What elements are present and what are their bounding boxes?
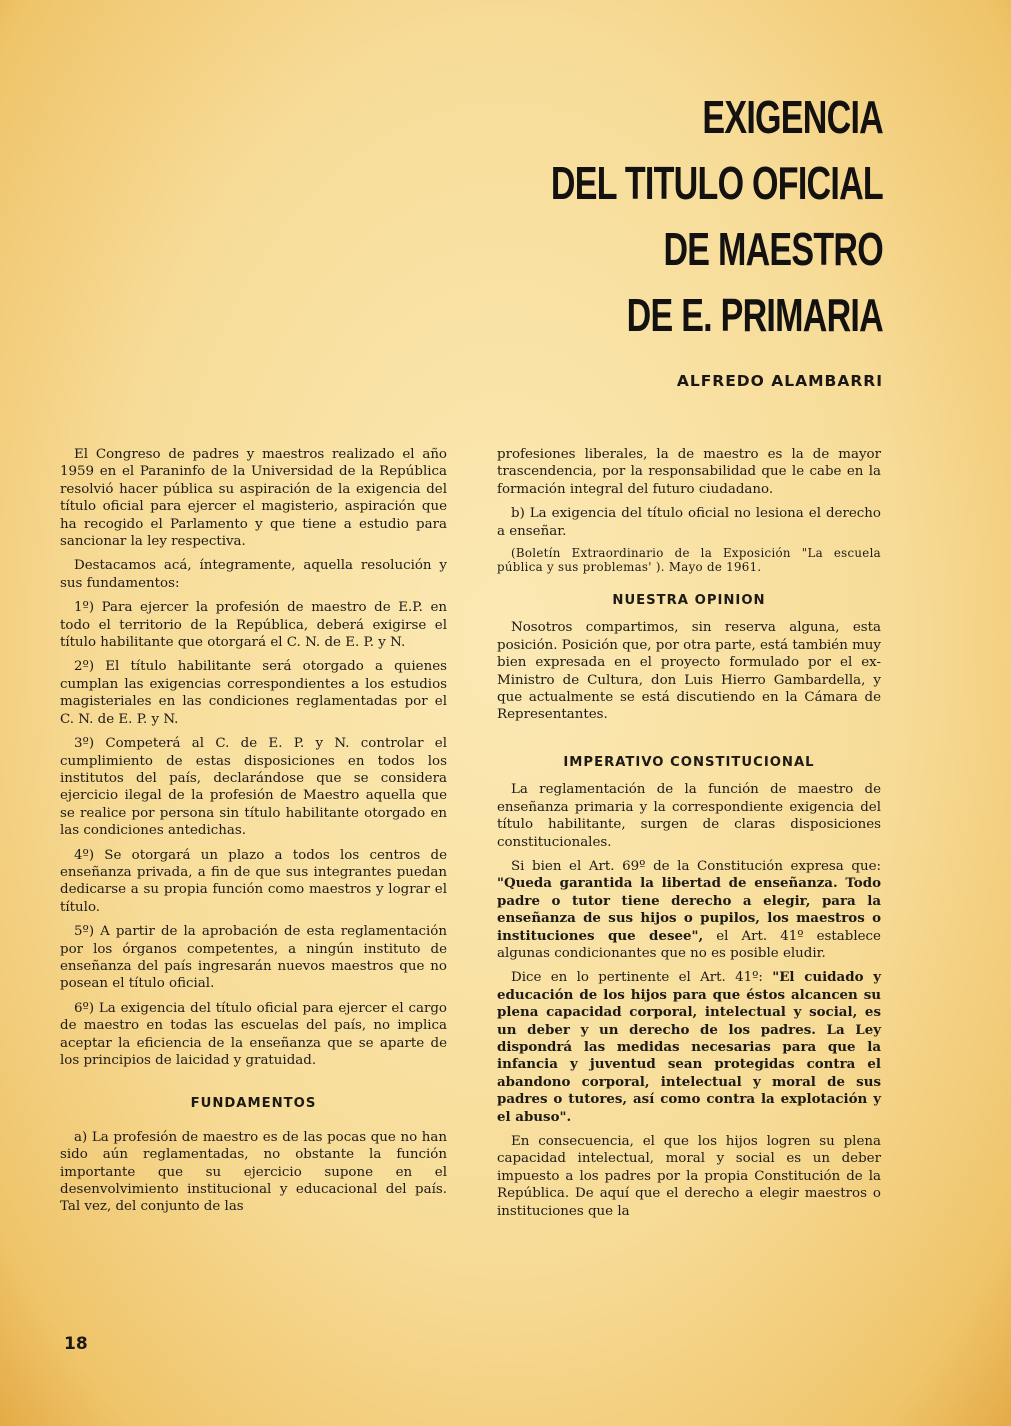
resolution-item-4: 4º) Se otorgará un plazo a todos los centros de enseñanza privada, a fin de que sus integrantes puedan dedicarse a su propia función como maestros y lograr el título. (60, 847, 447, 915)
title-line-2: DEL TITULO OFICIAL (550, 157, 883, 209)
left-column (60, 446, 447, 1223)
citation: (Boletín Extraordinario de la Exposición "La escuela pública y sus problemas' ). Mayo de 1961. (497, 546, 881, 574)
title-line-3: DE MAESTRO (663, 223, 883, 275)
paragraph: profesiones liberales, la de maestro es la de mayor trascendencia, por la responsabilidad que le cabe en la formación integral del futuro ciudadano. (497, 447, 881, 497)
article-title (363, 84, 883, 348)
resolution-item-5: 5º) A partir de la aprobación de esta reglamentación por los órganos competentes, a ningún instituto de enseñanza del país ingresarán nuevos maestros que no posean el título oficial. (60, 924, 447, 992)
section-heading-imperativo: IMPERATIVO CONSTITUCIONAL (563, 754, 815, 770)
paragraph: Nosotros compartimos, sin reserva alguna, esta posición. Posición que, por otra parte, está también muy bien expresada en el proyecto formulado por el ex-Ministro de Cultura, don Luis Hierro Gambardella, y que actualmente se está discutiendo en la Cámara de Representantes. (497, 620, 881, 723)
resolution-item-1: 1º) Para ejercer la profesión de maestro de E.P. en todo el territorio de la República, deberá exigirse el título habilitante que otorgará el C. N. de E. P. y N. (60, 600, 447, 651)
resolution-item-2: 2º) El título habilitante será otorgado a quienes cumplan las exigencias correspondientes a los estudios magisteriales en las condiciones reglamentadas por el C. N. de E. P. y N. (60, 659, 447, 727)
title-line-4: DE E. PRIMARIA (626, 289, 883, 341)
paragraph (497, 858, 881, 962)
paragraph: b) La exigencia del título oficial no lesiona el derecho a enseñar. (497, 506, 881, 539)
paragraph: El Congreso de padres y maestros realizado el año 1959 en el Paraninfo de la Universidad de la República resolvió hacer pública su aspiración de la exigencia del título oficial para ejercer el magisterio, aspiración que ha recogido el Parlamento y que tiene a estudio para sancionar la ley respectiva. (60, 447, 447, 550)
page-number: 18 (64, 1334, 88, 1354)
author-byline: ALFREDO ALAMBARRI (676, 372, 883, 390)
title-line-1: EXIGENCIA (702, 91, 883, 143)
paragraph: La reglamentación de la función de maestro de enseñanza primaria y la correspondiente exigencia del título habilitante, surgen de claras disposiciones constitucionales. (497, 782, 881, 850)
resolution-item-3: 3º) Competerá al C. de E. P. y N. controlar el cumplimiento de estas disposiciones en todos los institutos del país, declarándose que se considera ejercicio ilegal de la profesión de Maestro aquella que se realice por persona sin título habilitante otorgado en las condiciones antedichas. (60, 736, 447, 839)
text-run: Dice en lo pertinente el Art. 41º: (511, 970, 773, 986)
quoted-article-69: "Queda garantida la libertad de enseñanza. Todo padre o tutor tiene derecho a elegir, para la enseñanza de sus hijos o pupilos, los maestros o instituciones que desee", (497, 875, 881, 944)
resolution-item-6: 6º) La exigencia del título oficial para ejercer el cargo de maestro en todas las escuelas del país, no implica aceptar la eficiencia de la enseñanza que se aparte de los principios de laicidad y gratuidad. (60, 1000, 447, 1068)
text-run: el Art. 41º establece algunas condicionantes que no es posible eludir. (497, 928, 881, 961)
right-column (497, 446, 881, 1227)
quoted-article-41: "El cuidado y educación de los hijos para que éstos alcancen su plena capacidad corporal, intelectual y social, es un deber y un derecho de los padres. La Ley dispondrá las medidas necesarias para que la infancia y juventud sean protegidas contra el abandono corporal, intelectual y moral de sus padres o tutores, así como contra la explotación y el abuso". (497, 969, 882, 1125)
paragraph (497, 969, 881, 1126)
paragraph: En consecuencia, el que los hijos logren su plena capacidad intelectual, moral y social es un deber impuesto a los padres por la propia Constitución de la República. De aquí que el derecho a elegir maestros o instituciones que la (497, 1134, 881, 1219)
text-run: Si bien el Art. 69º de la Constitución expresa que: (511, 858, 881, 874)
paragraph: Destacamos acá, íntegramente, aquella resolución y sus fundamentos: (60, 558, 447, 591)
section-heading-opinion: NUESTRA OPINION (612, 593, 766, 609)
section-heading-fundamentos: FUNDAMENTOS (190, 1096, 317, 1112)
paragraph: a) La profesión de maestro es de las pocas que no han sido aún reglamentadas, no obstante la función importante que su ejercicio supone en el desenvolvimiento institucional y educacional del país. Tal vez, del conjunto de las (60, 1129, 447, 1215)
